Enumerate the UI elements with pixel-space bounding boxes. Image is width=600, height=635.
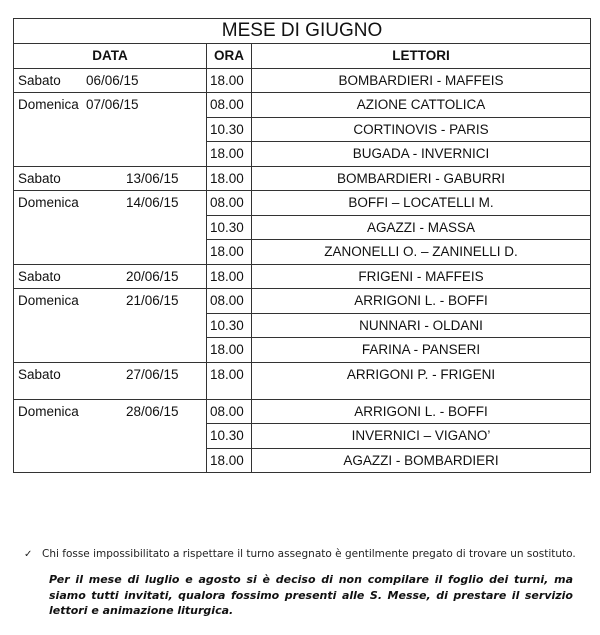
table-row	[14, 68, 591, 93]
readers-cell: ARRIGONI L. - BOFFI	[252, 399, 591, 424]
page-title: MESE DI GIUGNO	[14, 19, 591, 44]
readers-cell: ZANONELLI O. – ZANINELLI D.	[252, 240, 591, 265]
date-cell	[14, 399, 207, 424]
table-row	[14, 338, 591, 363]
table-row	[14, 166, 591, 191]
date-value: 21/06/15	[126, 293, 179, 309]
date-cell	[14, 68, 207, 93]
date-cell	[14, 448, 207, 473]
date-value: 20/06/15	[126, 268, 179, 284]
day-name: Sabato	[18, 170, 61, 186]
time-cell: 18.00	[207, 448, 252, 473]
readers-cell: AGAZZI - MASSA	[252, 215, 591, 240]
readers-cell: INVERNICI – VIGANO’	[252, 424, 591, 449]
checkmark-icon: ✓	[24, 549, 33, 560]
date-cell	[14, 117, 207, 142]
readers-cell: BOMBARDIERI - MAFFEIS	[252, 68, 591, 93]
date-value: 07/06/15	[86, 97, 139, 113]
time-cell: 08.00	[207, 289, 252, 314]
readers-cell: BOFFI – LOCATELLI M.	[252, 191, 591, 216]
time-cell: 18.00	[207, 142, 252, 167]
readers-cell: FRIGENI - MAFFEIS	[252, 264, 591, 289]
date-cell	[14, 289, 207, 314]
time-cell: 08.00	[207, 191, 252, 216]
time-cell: 18.00	[207, 240, 252, 265]
table-row	[14, 142, 591, 167]
note-substitute	[24, 548, 576, 560]
date-cell	[14, 215, 207, 240]
table-row	[14, 424, 591, 449]
date-cell	[14, 93, 207, 118]
day-name: Domenica	[18, 403, 79, 419]
time-cell: 18.00	[207, 68, 252, 93]
day-name: Sabato	[18, 268, 61, 284]
readers-cell: BUGADA - INVERNICI	[252, 142, 591, 167]
title-row	[14, 19, 591, 44]
time-cell: 18.00	[207, 338, 252, 363]
date-cell	[14, 142, 207, 167]
day-name: Domenica	[18, 195, 79, 211]
table-row	[14, 399, 591, 424]
day-name: Domenica	[18, 293, 79, 309]
date-cell	[14, 166, 207, 191]
date-cell	[14, 191, 207, 216]
readers-cell: NUNNARI - OLDANI	[252, 313, 591, 338]
table-row	[14, 313, 591, 338]
day-name: Sabato	[18, 72, 61, 88]
date-value: 14/06/15	[126, 195, 179, 211]
schedule-rows	[14, 68, 591, 473]
readers-cell: CORTINOVIS - PARIS	[252, 117, 591, 142]
time-cell: 08.00	[207, 399, 252, 424]
date-cell	[14, 240, 207, 265]
date-cell	[14, 264, 207, 289]
readers-cell: ARRIGONI L. - BOFFI	[252, 289, 591, 314]
time-cell: 10.30	[207, 313, 252, 338]
date-value: 27/06/15	[126, 366, 179, 382]
time-cell: 08.00	[207, 93, 252, 118]
table-row	[14, 117, 591, 142]
readers-cell: ARRIGONI P. - FRIGENI	[252, 362, 591, 399]
schedule-table	[13, 18, 591, 473]
date-cell	[14, 424, 207, 449]
table-row	[14, 448, 591, 473]
time-cell: 18.00	[207, 264, 252, 289]
time-cell: 10.30	[207, 215, 252, 240]
date-cell	[14, 338, 207, 363]
readers-cell: AZIONE CATTOLICA	[252, 93, 591, 118]
table-row	[14, 93, 591, 118]
table-row	[14, 362, 591, 399]
time-cell: 10.30	[207, 424, 252, 449]
table-row	[14, 240, 591, 265]
header-row	[14, 44, 591, 69]
note-summer: Per il mese di luglio e agosto si è deciso di non compilare il foglio dei turni, ma siamo tutti invitati, qualora fossimo presenti alle S. Messe, di prestare il servizio lettori e animazione liturgica.	[49, 573, 573, 617]
date-value: 13/06/15	[126, 170, 179, 186]
date-value: 06/06/15	[86, 72, 139, 88]
table-row	[14, 289, 591, 314]
readers-cell: FARINA - PANSERI	[252, 338, 591, 363]
time-cell: 18.00	[207, 166, 252, 191]
day-name: Domenica	[18, 97, 79, 113]
table-row	[14, 215, 591, 240]
table-row	[14, 264, 591, 289]
day-name: Sabato	[18, 366, 61, 382]
date-cell	[14, 313, 207, 338]
readers-cell: BOMBARDIERI - GABURRI	[252, 166, 591, 191]
time-cell: 10.30	[207, 117, 252, 142]
header-lettori: LETTORI	[252, 44, 591, 69]
date-value: 28/06/15	[126, 403, 179, 419]
note-substitute-text: Chi fosse impossibilitato a rispettare il turno assegnato è gentilmente pregato di trovare un sostituto.	[42, 548, 576, 560]
table-row	[14, 191, 591, 216]
date-cell	[14, 362, 207, 399]
readers-cell: AGAZZI - BOMBARDIERI	[252, 448, 591, 473]
header-ora: ORA	[207, 44, 252, 69]
header-data: DATA	[14, 44, 207, 69]
time-cell: 18.00	[207, 362, 252, 399]
